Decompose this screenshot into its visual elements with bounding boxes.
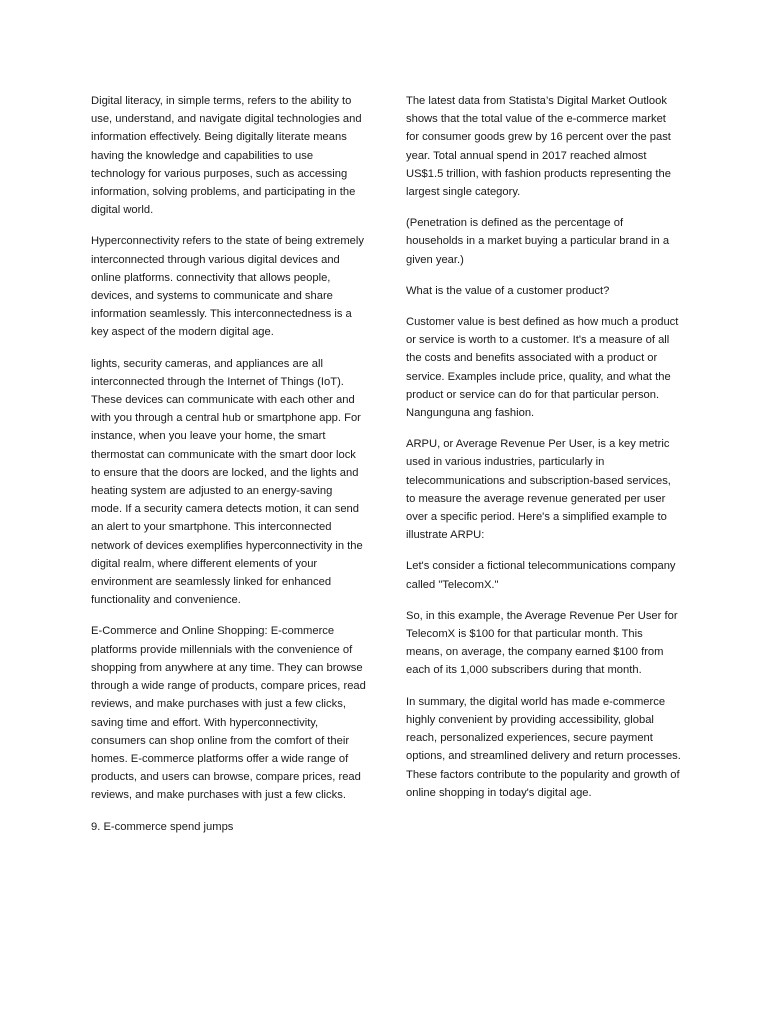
paragraph-ecommerce-shopping: E-Commerce and Online Shopping: E-commerce platforms provide millennials with the convenience of shopping from anywhere at any time. They can browse through a wide range of products, compare prices, read reviews, and make purchases with just a few clicks, saving time and effort. With hyperconnectivity, consumers can shop online from the comfort of their homes. E-commerce platforms offer a wide range of products, and users can browse, compare prices, read reviews, and make purchases with just a few clicks. (91, 625, 366, 802)
paragraph-summary: In summary, the digital world has made e-commerce highly convenient by providing accessibility, global reach, personalized experiences, secure payment options, and streamlined delivery and return processes. These factors contribute to the popularity and growth of online shopping in today's digital age. (406, 695, 681, 799)
paragraph-customer-value: Customer value is best defined as how much a product or service is worth to a customer. It's a measure of all the costs and benefits associated with a product or service. Examples include price, quality, and what the product or service can do for that particular person. Nangunguna ang fashion. (406, 316, 679, 420)
paragraph-ecommerce-spend-heading: 9. E-commerce spend jumps (91, 820, 234, 833)
paragraph-digital-literacy: Digital literacy, in simple terms, refers to the ability to use, understand, and navigate digital technologies and information effectively. Being digitally literate means having the knowledge and capabilities to use technology for various purposes, such as accessing information, solving problems, and participating in the digital world. (91, 95, 362, 217)
paragraph-arpu-definition: ARPU, or Average Revenue Per User, is a key metric used in various industries, particularly in telecommunications and subscription-based services, to measure the average revenue generated per user over a specific period. Here's a simplified example to illustrate ARPU: (406, 438, 671, 542)
right-text-column (406, 92, 682, 815)
paragraph-telecomx-intro: Let's consider a fictional telecommunications company called "TelecomX." (406, 560, 676, 591)
paragraph-statista-data: The latest data from Statista’s Digital Market Outlook shows that the total value of the e-commerce market for consumer goods grew by 16 percent over the past year. Total annual spend in 2017 reached almost US$1.5 trillion, with fashion products representing the largest single category. (406, 95, 671, 199)
paragraph-hyperconnectivity: Hyperconnectivity refers to the state of being extremely interconnected through various digital devices and online platforms. connectivity that allows people, devices, and systems to communicate and share information seamlessly. This interconnectedness is a key aspect of the modern digital age. (91, 235, 364, 339)
left-text-column (91, 92, 366, 849)
paragraph-iot-example: lights, security cameras, and appliances are all interconnected through the Internet of Things (IoT). These devices can communicate with each other and with you through a central hub or smartphone app. For instance, when you leave your home, the smart thermostat can communicate with the smart door lock to ensure that the doors are locked, and the lights and heating system are adjusted to an energy-saving mode. If a security camera detects motion, it can send an alert to your smartphone. This interconnected network of devices exemplifies hyperconnectivity in the digital realm, where different elements of your environment are seamlessly linked for enhanced functionality and convenience. (91, 357, 363, 607)
paragraph-penetration-definition: (Penetration is defined as the percentage of households in a market buying a particular brand in a given year.) (406, 217, 670, 266)
paragraph-customer-product-question: What is the value of a customer product? (406, 284, 610, 297)
paragraph-telecomx-example: So, in this example, the Average Revenue Per User for TelecomX is $100 for that particular month. This means, on average, the company earned $100 from each of its 1,000 subscribers during that month. (406, 609, 678, 677)
